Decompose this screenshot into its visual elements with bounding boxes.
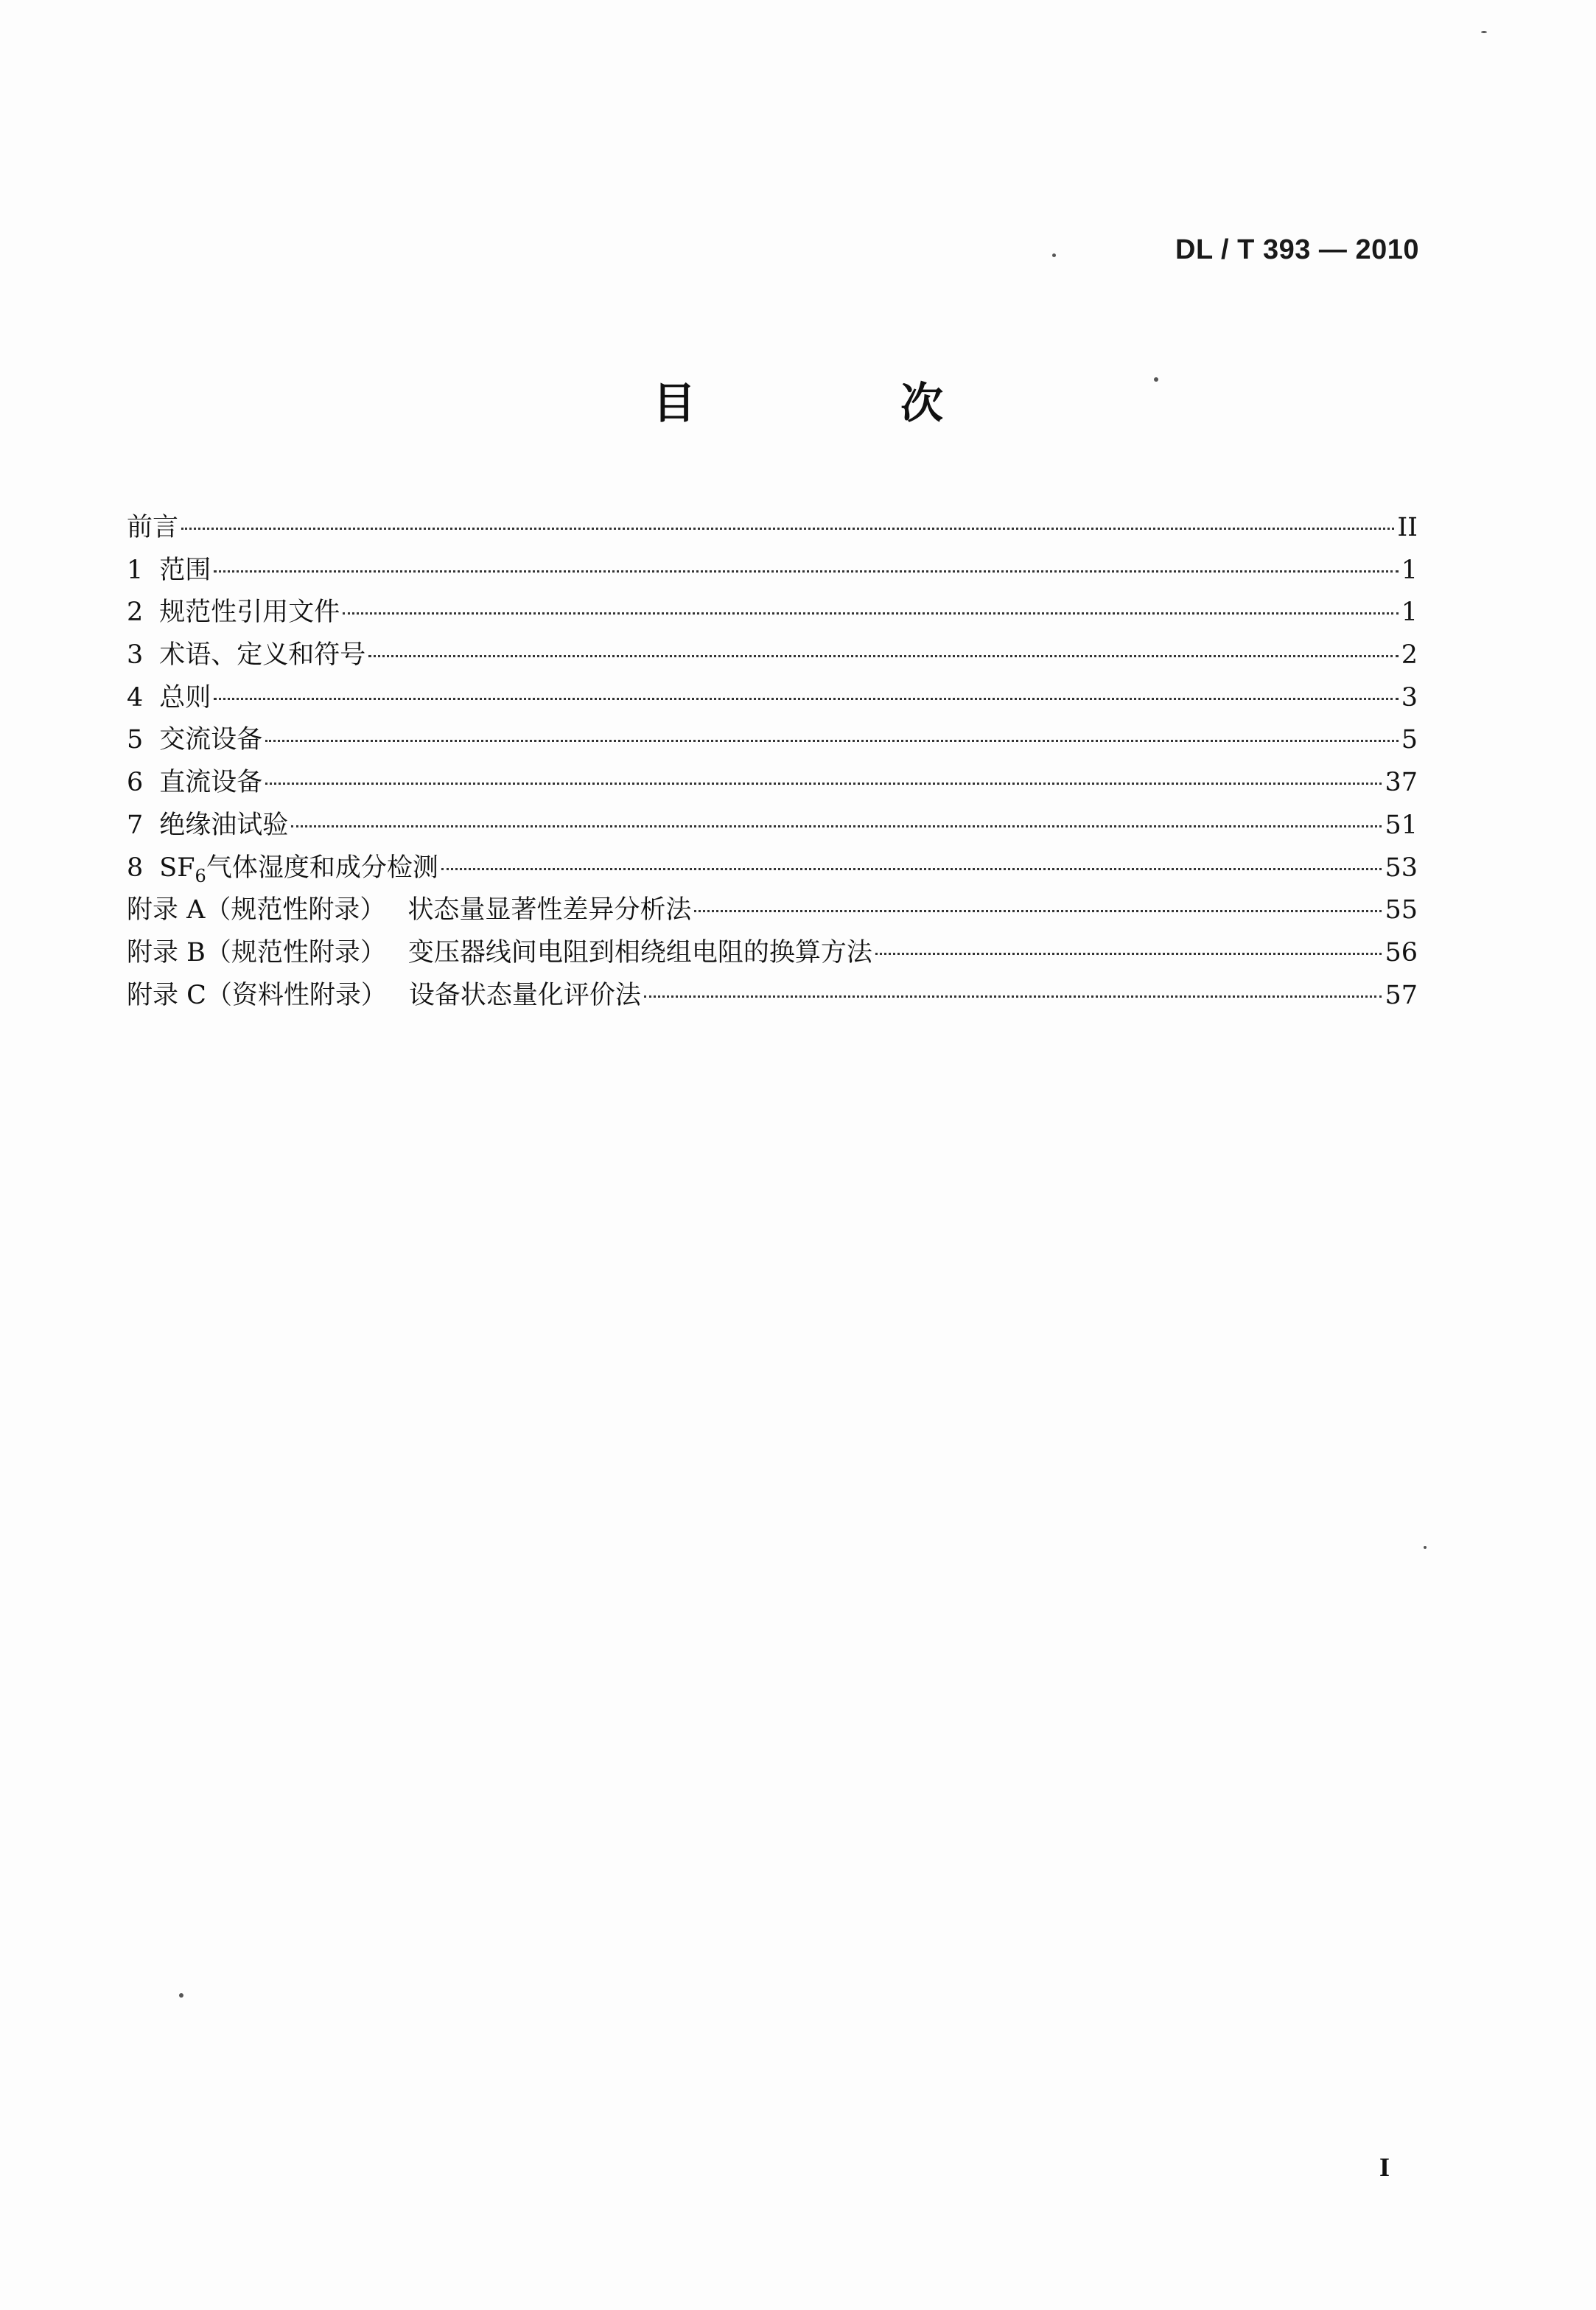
- scan-speck: [179, 1993, 183, 1998]
- toc-leader-dots: [181, 528, 1394, 530]
- scan-speck: [1424, 1546, 1427, 1549]
- toc-entry-page: 1: [1401, 598, 1418, 628]
- toc-entry-page: 56: [1385, 937, 1418, 967]
- toc-entry-number: 2: [127, 598, 144, 628]
- toc-entry-number: 8: [127, 853, 144, 883]
- toc-entry-label: 规范性引用文件: [159, 598, 340, 628]
- toc-leader-dots: [214, 570, 1398, 573]
- scan-speck: [1154, 377, 1158, 382]
- toc-entry-label: 直流设备: [159, 768, 263, 798]
- toc-entry-1[interactable]: [127, 550, 1418, 592]
- toc-entry-label: 绝缘油试验: [159, 810, 289, 840]
- toc-entry-number: 1: [127, 555, 144, 585]
- toc-entry-2[interactable]: [127, 592, 1418, 634]
- toc-entry-page: 2: [1401, 640, 1418, 671]
- toc-leader-dots: [214, 698, 1398, 700]
- toc-entry-label: 设备状态量化评价法: [408, 980, 641, 1010]
- scan-speck: [1481, 31, 1487, 33]
- standard-code: DL / T 393 — 2010: [1175, 234, 1419, 265]
- toc-entry-preface[interactable]: [127, 507, 1418, 550]
- toc-entry-label: 术语、定义和符号: [159, 640, 366, 671]
- toc-entry-number: 6: [127, 768, 144, 798]
- toc-leader-dots: [343, 612, 1398, 615]
- toc-entry-label: 交流设备: [159, 725, 263, 755]
- toc-leader-dots: [875, 953, 1382, 955]
- toc-entry-label: 气体湿度和成分检测: [206, 853, 438, 883]
- toc-entry-appendix-c[interactable]: [127, 975, 1418, 1018]
- page-number: I: [1379, 2152, 1390, 2182]
- scan-speck: [1052, 253, 1056, 257]
- toc-title: 目 次: [652, 378, 1024, 428]
- toc-entry-3[interactable]: [127, 634, 1418, 677]
- toc-entry-8[interactable]: [127, 847, 1418, 890]
- toc-leader-dots: [265, 740, 1398, 742]
- toc-leader-dots: [441, 868, 1382, 870]
- toc-entry-page: 1: [1401, 555, 1418, 585]
- toc-entry-page: 55: [1385, 895, 1418, 925]
- toc-entry-number: 5: [127, 725, 144, 755]
- toc-entry-label: 变压器线间电阻到相绕组电阻的换算方法: [407, 937, 872, 967]
- toc-entry-label: 总则: [159, 682, 211, 713]
- toc-entry-page: 5: [1401, 725, 1418, 755]
- toc-leader-dots: [291, 825, 1382, 827]
- toc-leader-dots: [694, 910, 1382, 912]
- toc-entry-page: 3: [1401, 682, 1418, 713]
- toc-entry-number: 7: [127, 810, 144, 840]
- toc-entry-page: 51: [1385, 810, 1418, 840]
- toc-entry-4[interactable]: [127, 677, 1418, 720]
- toc-entry-7[interactable]: [127, 805, 1418, 847]
- toc-leader-dots: [368, 655, 1398, 657]
- toc-leader-dots: [644, 995, 1382, 998]
- toc-entry-page: 37: [1385, 768, 1418, 798]
- toc-entry-label-subscript: 6: [195, 865, 206, 886]
- toc-entry-page: II: [1397, 513, 1418, 542]
- toc-entry-page: 53: [1385, 853, 1418, 883]
- toc-entry-appendix-b[interactable]: [127, 932, 1418, 975]
- toc-entry-label-prefix: SF: [159, 853, 195, 883]
- toc-entry-5[interactable]: [127, 719, 1418, 762]
- toc-entry-appendix-prefix: 附录 A（规范性附录）: [127, 895, 386, 925]
- toc-entry-label: 前言: [127, 513, 179, 542]
- toc-entry-number: 3: [127, 640, 144, 671]
- toc-entry-label: 状态量显著性差异分析法: [407, 895, 692, 925]
- toc-entry-number: 4: [127, 682, 144, 713]
- toc-entry-appendix-prefix: 附录 C（资料性附录）: [127, 980, 387, 1010]
- toc-entry-page: 57: [1385, 980, 1418, 1010]
- table-of-contents: [127, 507, 1418, 1017]
- toc-entry-label: 范围: [159, 555, 211, 585]
- toc-entry-appendix-a[interactable]: [127, 889, 1418, 932]
- toc-entry-appendix-prefix: 附录 B（规范性附录）: [127, 937, 386, 967]
- toc-entry-6[interactable]: [127, 762, 1418, 805]
- toc-leader-dots: [265, 783, 1382, 785]
